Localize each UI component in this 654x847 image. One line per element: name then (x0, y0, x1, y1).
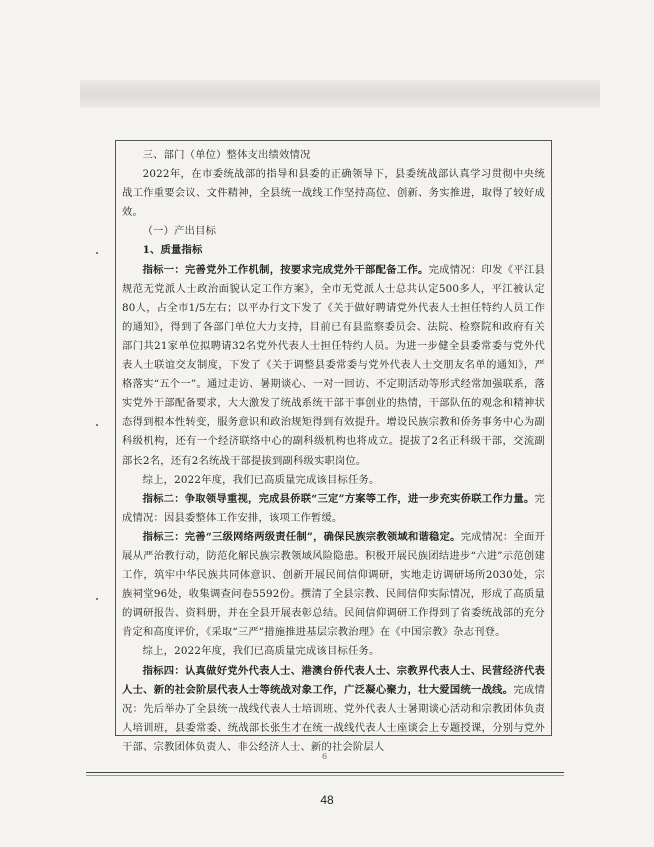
subheading-quality-indicators: 1、质量指标 (142, 244, 203, 257)
margin-mark (96, 598, 98, 600)
page-number: 48 (320, 793, 334, 807)
indicator-4-paragraph (122, 662, 545, 757)
indicator-3-heading: 指标三：完善“三级网络两级责任制”，确保民族宗教领域和谐稳定。 (142, 530, 461, 543)
indicator-1-paragraph (122, 261, 545, 471)
indicator-2-body: 完成情况：因县委整体工作安排，该项工作暂缓。 (122, 492, 545, 524)
inner-page-number: 6 (322, 752, 328, 761)
section-title: 三、部门（单位）整体支出绩效情况 (142, 149, 311, 161)
footer-rule (86, 772, 564, 773)
content-frame (115, 140, 552, 753)
indicator-2-heading: 指标二：争取领导重视，完成县侨联“三定”方案等工作，进一步充实侨联工作力量。 (142, 492, 535, 505)
margin-mark (96, 252, 98, 254)
margin-mark (96, 424, 98, 426)
indicator-2-paragraph (122, 490, 545, 528)
indicator-1-heading: 指标一：完善党外工作机制，按要求完成党外干部配备工作。 (142, 263, 429, 276)
indicator-4-body: 完成情况：先后举办了全县统一战线代表人士培训班、党外代表人士暑期谈心活动和宗教团体负责人培训班，县委常委、统战部长张生才在统一战线代表人士座谈会上专题授课，分别与党外干部、宗教团体负责人、非公经济人士、新的社会阶层人 (122, 683, 545, 753)
indicator-3-body: 完成情况：全面开展从严治教行动，防范化解民族宗教领域风险隐患。积极开展民族团结进步“六进”示范创建工作，筑牢中华民族共同体意识、创新开展民间信仰调研，实地走访调研场所2030处，宗族祠堂96处，收集调查问卷5592份。撰清了全县宗教、民间信仰实际情况，形成了高质量的调研报告、资料册，并在全县开展表彰总结。民间信仰调研工作得到了省委统战部的充分肯定和高度评价，《采取“三严”措施推进基层宗教治理》在《中国宗教》杂志刊登。 (122, 530, 545, 639)
intro-paragraph: 2022年，在市委统战部的指导和县委的正确领导下，县委统战部认真学习贯彻中央统战工作重要会议、文件精神，全县统一战线工作坚持高位、创新、务实推进，取得了较好成效。 (122, 168, 545, 219)
indicator-1-summary: 综上，2022年度，我们已高质量完成该目标任务。 (142, 473, 380, 486)
scan-shadow-band (80, 80, 600, 108)
indicator-3-paragraph (122, 528, 545, 643)
indicator-1-body: 完成情况：印发《平江县规范无党派人士政治面貌认定工作方案》，全市无党派人士总共认定500多人，平江被认定80人，占全市1/5左右；以平办行文下发了《关于做好聘请党外代表人士担任特约人员工作的通知》，得到了各部门单位大力支持，目前已有县监察委员会、法院、检察院和政府有关部门共21家单位拟聘请32名党外代表人士担任特约人员。为进一步健全县委常委与党外代表人士联谊交友制度，下发了《关于调整县委常委与党外代表人士交朋友名单的通知》，严格落实“五个一”。通过走访、暑期谈心、一对一回访、不定期活动等形式经常加强联系，落实党外干部配备要求，大大激发了统战系统干部干事创业的热情，干部队伍的观念和精神状态得到根本性转变，服务意识和政治规矩得到有效提升。增设民族宗教和侨务事务中心为副科级机构，还有一个经济联络中心的副科级机构也将成立。提拔了2名正科级干部，交流副部长2名，还有2名统战干部提拔到副科级实职岗位。 (122, 263, 545, 467)
indicator-4-heading: 指标四：认真做好党外代表人士、港澳台侨代表人士、宗教界代表人士、民营经济代表人士、新的社会阶层代表人士等统战对象工作，广泛凝心聚力，壮大爱国统一战线。 (122, 664, 545, 696)
indicator-3-summary: 综上，2022年度，我们已高质量完成该目标任务。 (142, 645, 380, 658)
subheading-output-goals: （一）产出目标 (142, 225, 217, 238)
footer-rule-thin (86, 775, 564, 776)
